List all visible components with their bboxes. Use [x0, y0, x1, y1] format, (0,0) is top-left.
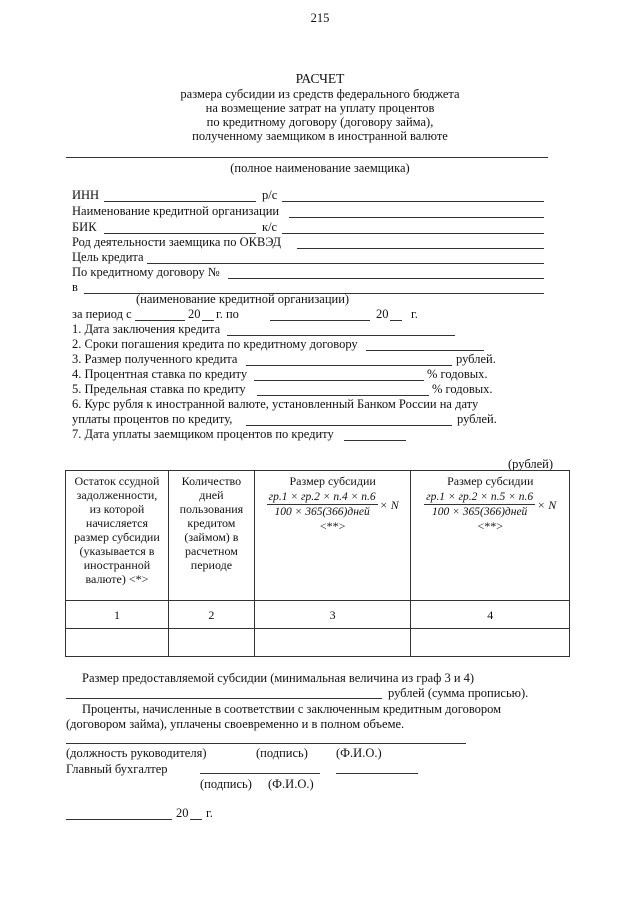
period-year-b-field[interactable] — [390, 320, 402, 321]
cell-3[interactable] — [254, 629, 411, 657]
item-6-label-cont: уплаты процентов по кредиту, — [72, 412, 233, 426]
period-to-label: г. по — [216, 307, 239, 321]
col-2-header: Количество дней пользования кредитом (займом) в расчетном периоде — [168, 471, 254, 601]
item-7-field[interactable] — [344, 440, 406, 441]
page-number: 215 — [310, 11, 330, 25]
credit-org-label: Наименование кредитной организации — [72, 204, 280, 218]
title-line-3: по кредитному договору (договору займа), — [206, 115, 434, 129]
col-3-note: <**> — [319, 519, 346, 533]
col-3-number: 3 — [254, 601, 411, 629]
title-line-1: размера субсидии из средств федерального бюджета — [180, 87, 460, 101]
date-field[interactable] — [66, 819, 172, 820]
purpose-label: Цель кредита — [72, 250, 144, 264]
amount-text: Размер предоставляемой субсидии (минимальная величина из граф 3 и 4) — [82, 671, 475, 685]
item-4-field[interactable] — [254, 380, 424, 381]
col-1-number: 1 — [66, 601, 169, 629]
item-4-label: 4. Процентная ставка по кредиту — [72, 367, 248, 381]
accountant-signature-field[interactable] — [200, 773, 320, 774]
item-1-field[interactable] — [227, 335, 455, 336]
col-4-header — [411, 471, 570, 601]
in-label: в — [72, 280, 78, 294]
item-2-label: 2. Сроки погашения кредита по кредитному договору — [72, 337, 358, 351]
interest-paid-line-1: Проценты, начисленные в соответствии с заключенным кредитным договором — [82, 702, 502, 716]
okved-field[interactable] — [297, 248, 544, 249]
item-1-label: 1. Дата заключения кредита — [72, 322, 221, 336]
item-5-label: 5. Предельная ставка по кредиту — [72, 382, 246, 396]
title-line-4: полученному заемщиком в иностранной валюте — [192, 129, 448, 143]
table-unit: (рублей) — [508, 457, 554, 471]
item-2-field[interactable] — [366, 350, 484, 351]
credit-org-caption: (наименование кредитной организации) — [136, 292, 350, 306]
title-line-2: на возмещение затрат на уплату процентов — [205, 101, 435, 115]
ks-label: к/с — [262, 220, 278, 234]
inn-label: ИНН — [72, 188, 100, 202]
period-end-label: г. — [411, 307, 418, 321]
doc-title: РАСЧЕТ — [295, 71, 345, 86]
okved-label: Род деятельности заемщика по ОКВЭД — [72, 235, 282, 249]
chief-accountant-label: Главный бухгалтер — [66, 762, 168, 776]
period-to-field[interactable] — [270, 320, 370, 321]
formula-col-4: $\frac{гр.1 \times гр.2 \times п.5 \times п.6}{\text{100 × 365(366)дней}}$ × N — [426, 491, 557, 518]
interest-paid-line-2: (договором займа), уплачены своевременно и в полном объеме. — [66, 717, 405, 731]
item-5-unit: % годовых. — [432, 382, 493, 396]
accountant-signature-caption: (подпись) — [200, 777, 252, 791]
ks-field[interactable] — [282, 233, 544, 234]
item-3-unit: рублей. — [456, 352, 496, 366]
amount-words-field[interactable] — [66, 698, 382, 699]
cell-2[interactable] — [168, 629, 254, 657]
col-3-title: Размер субсидии — [289, 474, 376, 488]
accountant-fio-caption: (Ф.И.О.) — [268, 777, 314, 791]
col-4-title: Размер субсидии — [447, 474, 534, 488]
table-header-row — [66, 471, 570, 601]
date-g: г. — [206, 806, 213, 820]
formula-col-3: $\frac{гр.1 \times гр.2 \times п.4 \times п.6}{\text{100 × 365(366)дней}}$ × N — [268, 491, 399, 518]
contract-label: По кредитному договору № — [72, 265, 220, 279]
head-signature-caption: (подпись) — [256, 746, 308, 760]
cell-1[interactable] — [66, 629, 169, 657]
table-data-row[interactable] — [66, 629, 570, 657]
purpose-field[interactable] — [147, 263, 544, 264]
period-year-a: 20 — [188, 307, 201, 321]
item-3-label: 3. Размер полученного кредита — [72, 352, 238, 366]
amount-words-caption: рублей (сумма прописью). — [388, 686, 529, 700]
borrower-caption: (полное наименование заемщика) — [230, 161, 410, 175]
head-fio-caption: (Ф.И.О.) — [336, 746, 382, 760]
date-year-field[interactable] — [190, 819, 202, 820]
item-3-field[interactable] — [246, 365, 452, 366]
credit-org-field[interactable] — [289, 217, 544, 218]
item-5-field[interactable] — [257, 395, 429, 396]
table-number-row — [66, 601, 570, 629]
item-4-unit: % годовых. — [427, 367, 488, 381]
head-position-caption: (должность руководителя) — [66, 746, 207, 760]
col-4-note: <**> — [477, 519, 503, 533]
period-from-label: за период с — [72, 307, 132, 321]
col-4-number: 4 — [411, 601, 570, 629]
item-6-unit: рублей. — [457, 412, 497, 426]
date-year: 20 — [176, 806, 189, 820]
cell-4[interactable] — [411, 629, 570, 657]
item-7-label: 7. Дата уплаты заемщиком процентов по кредиту — [72, 427, 334, 441]
bik-label: БИК — [72, 220, 97, 234]
bik-field[interactable] — [104, 233, 256, 234]
rs-label: р/с — [262, 188, 278, 202]
period-year-a-field[interactable] — [202, 320, 214, 321]
subsidy-table — [65, 470, 570, 657]
rs-field[interactable] — [282, 201, 544, 202]
borrower-name-line[interactable] — [66, 157, 548, 158]
accountant-fio-field[interactable] — [336, 773, 418, 774]
period-year-b: 20 — [376, 307, 389, 321]
col-3-header — [254, 471, 411, 601]
item-6-field[interactable] — [246, 425, 452, 426]
inn-field[interactable] — [104, 201, 256, 202]
item-6-label: 6. Курс рубля к иностранной валюте, установленный Банком России на дату — [72, 397, 479, 411]
col-1-header: Остаток ссудной задолженности, из которой начисляется размер субсидии (указывается в иностранной валюте) <*> — [66, 471, 169, 601]
period-from-field[interactable] — [135, 320, 185, 321]
head-signature-line[interactable] — [66, 743, 466, 744]
contract-field[interactable] — [228, 278, 544, 279]
col-2-number: 2 — [168, 601, 254, 629]
